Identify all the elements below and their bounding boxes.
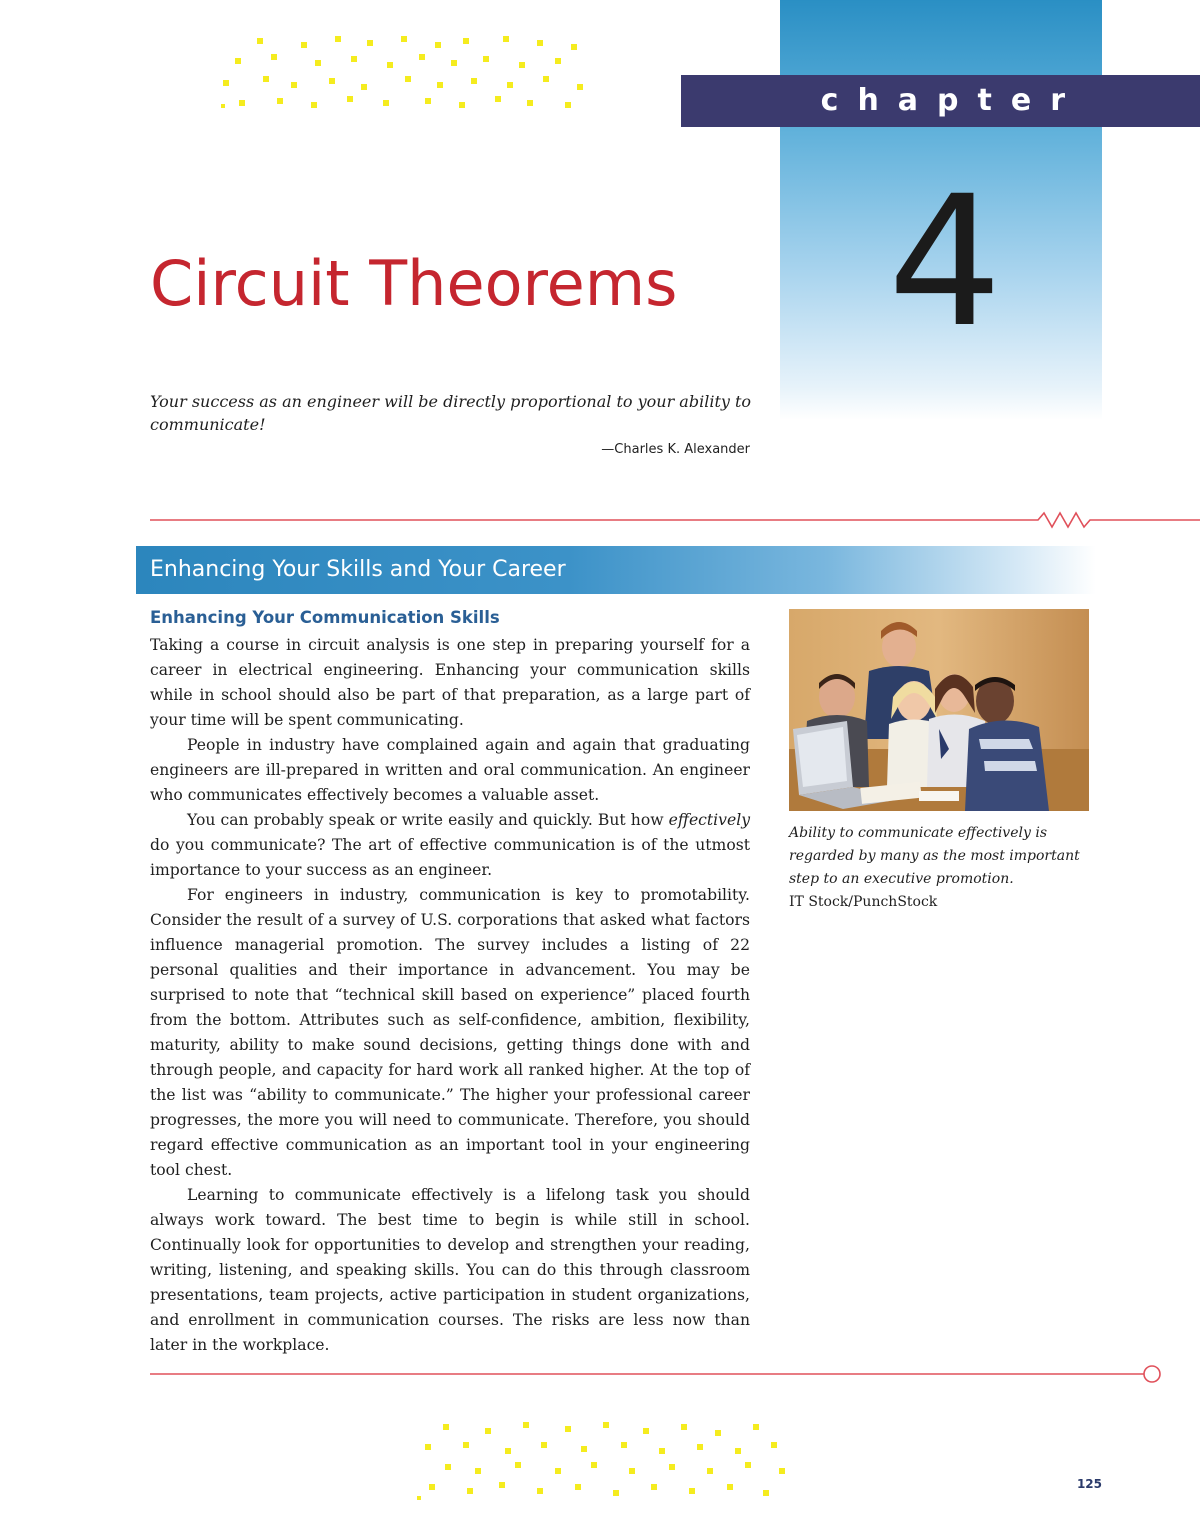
section-title: Enhancing Your Skills and Your Career (150, 557, 566, 582)
body-text (150, 633, 750, 1358)
caption-text: Ability to communicate effectively is regarded by many as the most important step to an executive promotion. (789, 825, 1080, 887)
paragraph-text: You can probably speak or write easily and quickly. But how (187, 811, 669, 829)
epigraph-quote: Your success as an engineer will be directly proportional to your ability to communicate! (150, 392, 752, 434)
emphasis-text: effectively (668, 811, 750, 829)
paragraph: Taking a course in circuit analysis is one step in preparing yourself for a career in electrical engineering. Enhancing your communication skills while in school should also be part of that preparation, as a large part of your time will be spent communicating. (150, 636, 750, 729)
page-number: 125 (1076, 1477, 1102, 1491)
team-photo (789, 609, 1089, 811)
chapter-label: chapter (681, 75, 1200, 127)
paragraph: People in industry have complained again and again that graduating engineers are ill-prepared in written and oral communication. An engineer who communicates effectively becomes a valuable asset. (150, 736, 750, 804)
resistor-rule-divider (150, 505, 1200, 535)
paragraph (150, 808, 750, 883)
figure-caption (789, 822, 1089, 914)
paragraph-text: do you communicate? The art of effective communication is of the utmost importance to your success as an engineer. (150, 836, 750, 879)
chapter-title: Circuit Theorems (150, 247, 678, 320)
chapter-number: 4 (887, 158, 1003, 367)
decorative-dots-top (215, 30, 595, 110)
subsection-title: Enhancing Your Communication Skills (150, 608, 500, 627)
paragraph: Learning to communicate effectively is a lifelong task you should always work toward. The best time to begin is while still in school. Continually look for opportunities to develop and strengthen your reading, writing, listening, and speaking skills. You can do this through classroom presentations, team projects, active participation in student organizations, and enrollment in communication courses. The risks are less now than later in the workplace. (150, 1186, 750, 1354)
paragraph: For engineers in industry, communication is key to promotability. Consider the result of a survey of U.S. corporations that asked what factors influence managerial promotion. The survey includes a listing of 22 personal qualities and their importance in advancement. You may be surprised to note that “technical skill based on experience” placed fourth from the bottom. Attributes such as self-confidence, ambition, flexibility, maturity, ability to make sound decisions, getting things done with and through people, and capacity for hard work all ranked higher. At the top of the list was “ability to communicate.” The higher your professional career progresses, the more you will need to communicate. Therefore, you should regard effective communication as an important tool in your engineering tool chest. (150, 886, 750, 1179)
photo-credit: IT Stock/PunchStock (789, 894, 938, 910)
epigraph-author: —Charles K. Alexander (601, 442, 750, 457)
terminal-rule-divider (150, 1362, 1200, 1386)
decorative-dots-bottom (415, 1418, 795, 1503)
